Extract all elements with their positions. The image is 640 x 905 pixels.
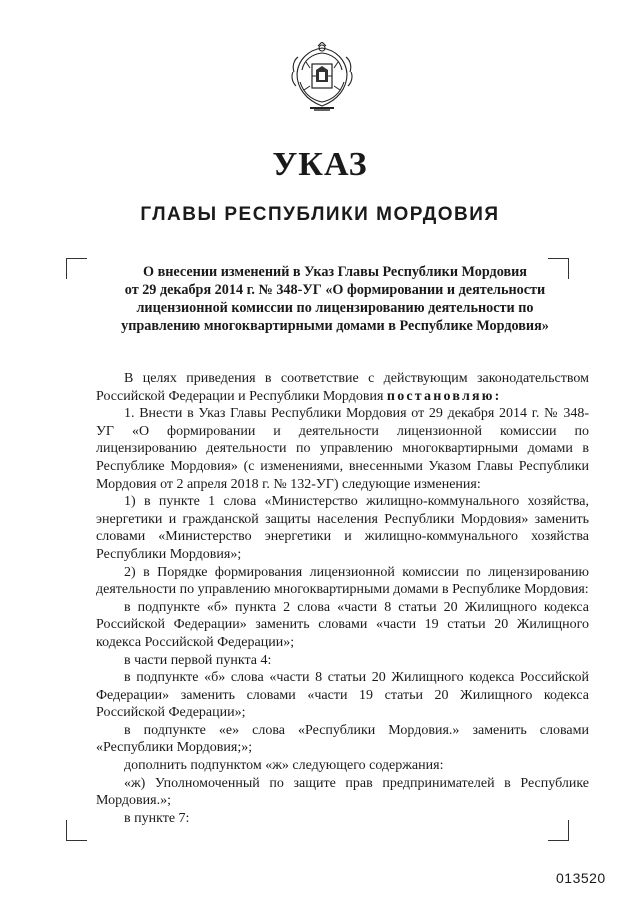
paragraph-1: 1. Внести в Указ Главы Республики Мордовия от 29 декабря 2014 г. № 348-УГ «О формировании и деятельности лицензионной комиссии по лицензированию деятельности по управлению многоквартирными домами в Республике Мордовия» (с изменениями, внесенными Указом Главы Республики Мордовия от 2 апреля 2018 г. № 132-УГ) следующие изменения: <box>96 406 589 492</box>
decree-body <box>96 370 589 827</box>
paragraph-1-2: 2) в Порядке формирования лицензионной комиссии по лицензированию деятельности по управлению многоквартирными домами в Республике Мордовия: <box>96 564 589 598</box>
decree-word: постановляю: <box>386 388 502 404</box>
coat-of-arms-emblem <box>288 42 356 112</box>
paragraph-item-4: в части первой пункта 4: <box>124 652 272 668</box>
paragraph-item-7: в пункте 7: <box>124 810 190 826</box>
corner-mark-bottom-left <box>66 820 87 841</box>
decree-heading <box>92 263 578 335</box>
heading-line: управлению многоквартирными домами в Республике Мордовия» <box>121 318 549 334</box>
document-number: 013520 <box>556 870 606 886</box>
heading-line: лицензионной комиссии по лицензированию деятельности по <box>136 300 534 316</box>
document-subtitle: ГЛАВЫ РЕСПУБЛИКИ МОРДОВИЯ <box>140 204 500 225</box>
document-title: УКАЗ <box>272 146 368 183</box>
paragraph-item-4b: в подпункте «б» слова «части 8 статьи 20 Жилищного кодекса Российской Федерации» заменить словами «части 19 статьи 20 Жилищного кодекса Российской Федерации»; <box>96 670 589 721</box>
paragraph-item-add: дополнить подпунктом «ж» следующего содержания: <box>124 758 444 774</box>
intro-paragraph <box>96 370 589 405</box>
corner-mark-top-left <box>66 258 87 279</box>
heading-line: О внесении изменений в Указ Главы Республики Мордовия <box>143 264 527 280</box>
paragraph-item-2b: в подпункте «б» пункта 2 слова «части 8 статьи 20 Жилищного кодекса Российской Федерации» заменить словами «части 19 статьи 20 Жилищного кодекса Российской Федерации»; <box>96 599 589 650</box>
paragraph-item-zh: «ж) Уполномоченный по защите прав предпринимателей в Республике Мордовия.»; <box>96 775 589 809</box>
paragraph-1-1: 1) в пункте 1 слова «Министерство жилищно-коммунального хозяйства, энергетики и гражданской защиты населения Республики Мордовия» заменить словами «Министерство энергетики и жилищно-коммунального хозяйства Республики Мордовия»; <box>96 494 589 562</box>
heading-line: от 29 декабря 2014 г. № 348-УГ «О формировании и деятельности <box>124 282 546 298</box>
paragraph-item-4e: в подпункте «е» слова «Республики Мордовия.» заменить словами «Республики Мордовия;»; <box>96 722 589 756</box>
intro-text: В целях приведения в соответствие с действующим законодательством Российской Федерации и Республики Мордовия <box>96 371 589 404</box>
